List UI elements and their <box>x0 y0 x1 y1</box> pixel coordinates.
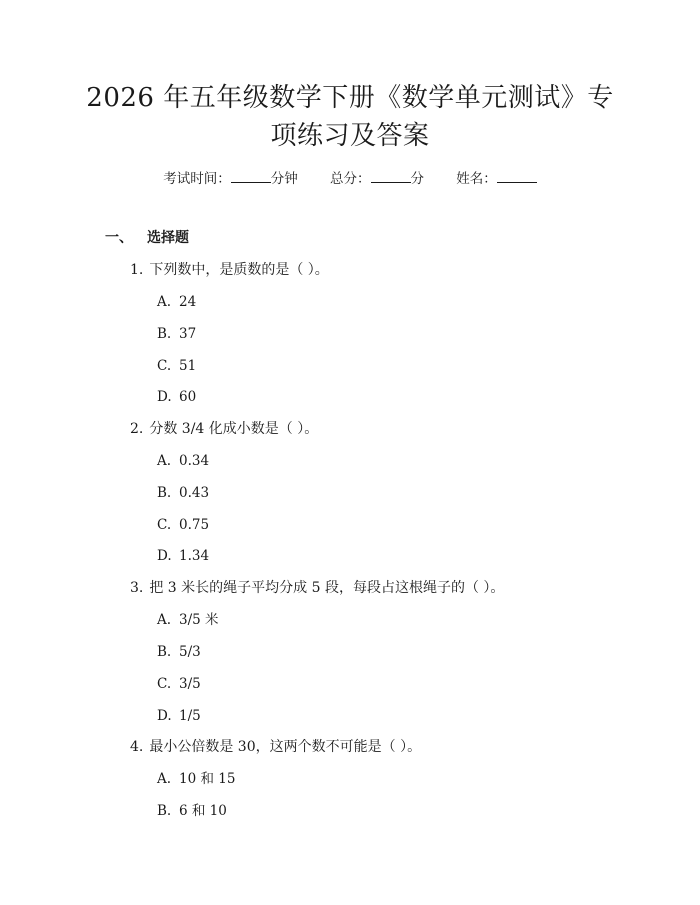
question-1-option-c <box>157 356 196 376</box>
section-heading <box>105 228 189 248</box>
total-score-blank <box>371 170 411 183</box>
exam-time-blank <box>231 170 271 183</box>
option-text: 1/5 <box>179 708 201 724</box>
question-3-option-a <box>157 610 219 630</box>
question-number: 2. <box>130 421 144 437</box>
question-3 <box>130 578 504 598</box>
exam-time-field <box>163 171 302 187</box>
question-text: 把 3 米长的绳子平均分成 5 段，每段占这根绳子的（ ）。 <box>149 580 505 596</box>
option-text: 24 <box>179 294 197 310</box>
option-letter: B. <box>157 644 172 660</box>
question-text: 最小公倍数是 30，这两个数不可能是（ ）。 <box>149 739 422 755</box>
option-letter: A. <box>157 771 172 787</box>
option-letter: B. <box>157 485 172 501</box>
option-text: 3/5 米 <box>179 612 219 628</box>
total-score-field <box>330 171 428 187</box>
question-1-option-d <box>157 387 196 407</box>
total-score-unit: 分 <box>410 171 424 187</box>
option-letter: B. <box>157 803 172 819</box>
question-2-option-d <box>157 546 209 566</box>
question-number: 3. <box>130 580 144 596</box>
exam-time-label: 考试时间： <box>163 171 231 187</box>
question-text: 分数 3/4 化成小数是（ ）。 <box>149 421 319 437</box>
question-4 <box>130 737 421 757</box>
question-number: 1. <box>130 262 144 278</box>
question-2-option-a <box>157 451 209 471</box>
total-score-label: 总分： <box>330 171 371 187</box>
exam-time-unit: 分钟 <box>270 171 298 187</box>
option-text: 0.34 <box>179 453 210 469</box>
question-4-option-b <box>157 801 227 821</box>
question-text: 下列数中，是质数的是（ ）。 <box>149 262 329 278</box>
option-letter: B. <box>157 326 172 342</box>
option-text: 37 <box>179 326 197 342</box>
option-letter: C. <box>157 358 172 374</box>
document-title-line-1: 2026 年五年级数学下册《数学单元测试》专 <box>86 83 614 113</box>
option-text: 0.75 <box>179 517 210 533</box>
option-letter: A. <box>157 612 172 628</box>
question-2-option-c <box>157 515 209 535</box>
option-letter: A. <box>157 453 172 469</box>
option-text: 60 <box>179 389 197 405</box>
student-name-field <box>456 171 537 187</box>
student-name-blank <box>497 170 537 183</box>
question-1 <box>130 260 329 280</box>
question-number: 4. <box>130 739 144 755</box>
option-text: 51 <box>179 358 197 374</box>
student-name-label: 姓名： <box>456 171 497 187</box>
question-2-option-b <box>157 483 209 503</box>
question-1-option-a <box>157 292 196 312</box>
option-text: 5/3 <box>179 644 201 660</box>
section-title: 选择题 <box>147 230 189 246</box>
option-letter: D. <box>157 548 172 564</box>
question-4-option-a <box>157 769 235 789</box>
question-3-option-d <box>157 706 201 726</box>
question-2 <box>130 419 318 439</box>
option-letter: A. <box>157 294 172 310</box>
option-letter: C. <box>157 676 172 692</box>
exam-info-line <box>0 169 700 189</box>
option-text: 3/5 <box>179 676 201 692</box>
option-letter: C. <box>157 517 172 533</box>
section-number: 一、 <box>105 230 133 246</box>
question-1-option-b <box>157 324 196 344</box>
option-letter: D. <box>157 708 172 724</box>
option-text: 10 和 15 <box>179 771 236 787</box>
option-letter: D. <box>157 389 172 405</box>
document-title-line-2: 项练习及答案 <box>270 121 430 151</box>
option-text: 6 和 10 <box>179 803 227 819</box>
option-text: 0.43 <box>179 485 210 501</box>
question-3-option-b <box>157 642 201 662</box>
question-3-option-c <box>157 674 201 694</box>
option-text: 1.34 <box>179 548 210 564</box>
